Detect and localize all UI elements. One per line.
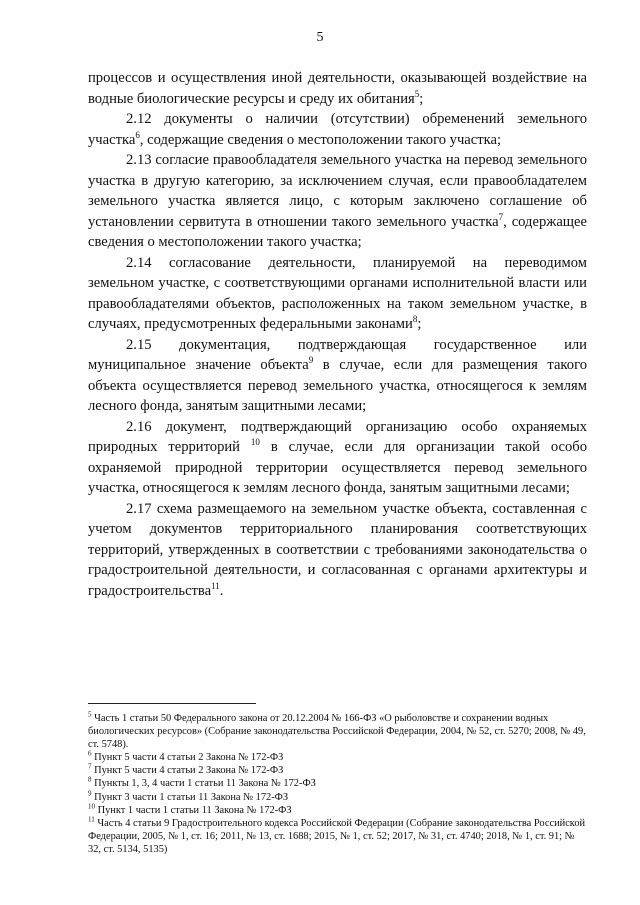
paragraph-2-15: [88, 335, 587, 417]
paragraph-text: 2.12 документы о наличии (отсутствии) обременений земельного участка: [88, 111, 587, 148]
footnote-text: Часть 4 статьи 9 Градостроительного кодекса Российской Федерации (Собрание законодательства Российской Федерации, 2005, № 1, ст. 16; 2011, № 13, ст. 1688; 2015, № 1, ст. 52; 2017, № 31, ст. 4740; 2018, № 1, ст. 91; № 32, ст. 5134, 5135): [88, 817, 586, 855]
footnote: [88, 817, 587, 856]
footnote: [88, 777, 587, 790]
footnote-number: 11: [88, 815, 95, 824]
footnote-text: Пункты 1, 3, 4 части 1 статьи 11 Закона № 172-ФЗ: [94, 778, 316, 790]
footnote-number: 10: [88, 802, 95, 811]
footnote-ref: 9: [308, 355, 314, 366]
footnote-ref: 11: [211, 580, 220, 591]
footnote-number: 7: [88, 762, 92, 771]
body-text: [88, 68, 587, 601]
paragraph-tail: , содержащие сведения о местоположении такого участка;: [139, 131, 502, 148]
paragraph-text: 2.15 документация, подтверждающая государственное или муниципальное значение объекта: [88, 336, 587, 373]
paragraph-text: 2.13 согласие правообладателя земельного участка на перевод земельного участка в другую категорию, за исключением случая, если правообладателем земельного участка является лицо, с которым заключено соглашение об установлении сервитута в отношении такого земельного участка: [88, 152, 587, 230]
footnote-number: 9: [88, 789, 92, 798]
footnote-number: 5: [88, 710, 92, 719]
paragraph-tail: , содержащее сведения о местоположении такого участка;: [88, 213, 587, 250]
footnote-text: Часть 1 статьи 50 Федерального закона от 20.12.2004 № 166-ФЗ «О рыболовстве и сохранении водных биологических ресурсов» (Собрание законодательства Российской Федерации, 2004, № 52, ст. 5270; 2008, № 49, ст. 5748).: [88, 713, 586, 751]
paragraph-text: 2.17 схема размещаемого на земельном участке объекта, составленная с учетом документов территориального планирования соответствующих территорий, утвержденных в соответствии с требованиями законодательства о градостроительной деятельности, и согласованная с органами архитектуры и градостроительства: [88, 500, 587, 599]
footnote: [88, 804, 587, 817]
footnote-text: Пункт 1 части 1 статьи 11 Закона № 172-ФЗ: [97, 804, 292, 816]
paragraph-tail: ;: [419, 90, 424, 107]
footnotes: [88, 712, 587, 856]
footnote-number: 8: [88, 776, 92, 784]
paragraph-tail: в случае, если для размещения такого объекта осуществляется перевод земельного участка, относящегося к землям лесного фонда, занятым защитными лесами;: [88, 357, 587, 414]
footnote-ref: 8: [412, 314, 418, 325]
footnote-ref: 6: [135, 129, 140, 140]
footnote-ref: 7: [498, 211, 504, 222]
paragraph-tail: в случае, если для организации такой особо охраняемой природной территории осуществляется перевод земельного участка, относящегося к землям лесного фонда, занятым защитными лесами;: [88, 439, 587, 496]
footnote-ref: 5: [414, 88, 420, 99]
footnote: [88, 712, 587, 751]
paragraph-text: 2.16 документ, подтверждающий организацию особо охраняемых природных территорий: [88, 418, 587, 455]
paragraph-2-12: [88, 109, 587, 150]
paragraph-2-17: [88, 499, 587, 602]
paragraph-2-13: [88, 150, 587, 253]
footnote: [88, 751, 587, 764]
paragraph-tail: .: [219, 582, 224, 599]
paragraph-2-14: [88, 253, 587, 335]
footnote-text: Пункт 3 части 1 статьи 11 Закона № 172-ФЗ: [94, 791, 289, 803]
footnote: [88, 791, 587, 804]
footnote-separator: [88, 703, 256, 704]
paragraph-text: процессов и осуществления иной деятельности, оказывающей воздействие на водные биологические ресурсы и среду их обитания: [88, 70, 587, 107]
footnote-ref: 10: [250, 437, 260, 448]
footnote: [88, 764, 587, 777]
paragraph-2-16: [88, 417, 587, 499]
page-number: 5: [316, 30, 324, 45]
paragraph-text: 2.14 согласование деятельности, планируемой на переводимом земельном участке, с соответствующими органами исполнительной власти или правообладателями объектов, расположенных на таком земельном участке, в случаях, предусмотренных федеральными законами: [88, 254, 587, 332]
paragraph-tail: ;: [417, 316, 422, 332]
footnote-text: Пункт 5 части 4 статьи 2 Закона № 172-ФЗ: [94, 752, 284, 764]
footnote-text: Пункт 5 части 4 статьи 2 Закона № 172-ФЗ: [94, 765, 284, 777]
footnote-number: 6: [88, 749, 92, 758]
paragraph-continuation: [88, 68, 587, 109]
